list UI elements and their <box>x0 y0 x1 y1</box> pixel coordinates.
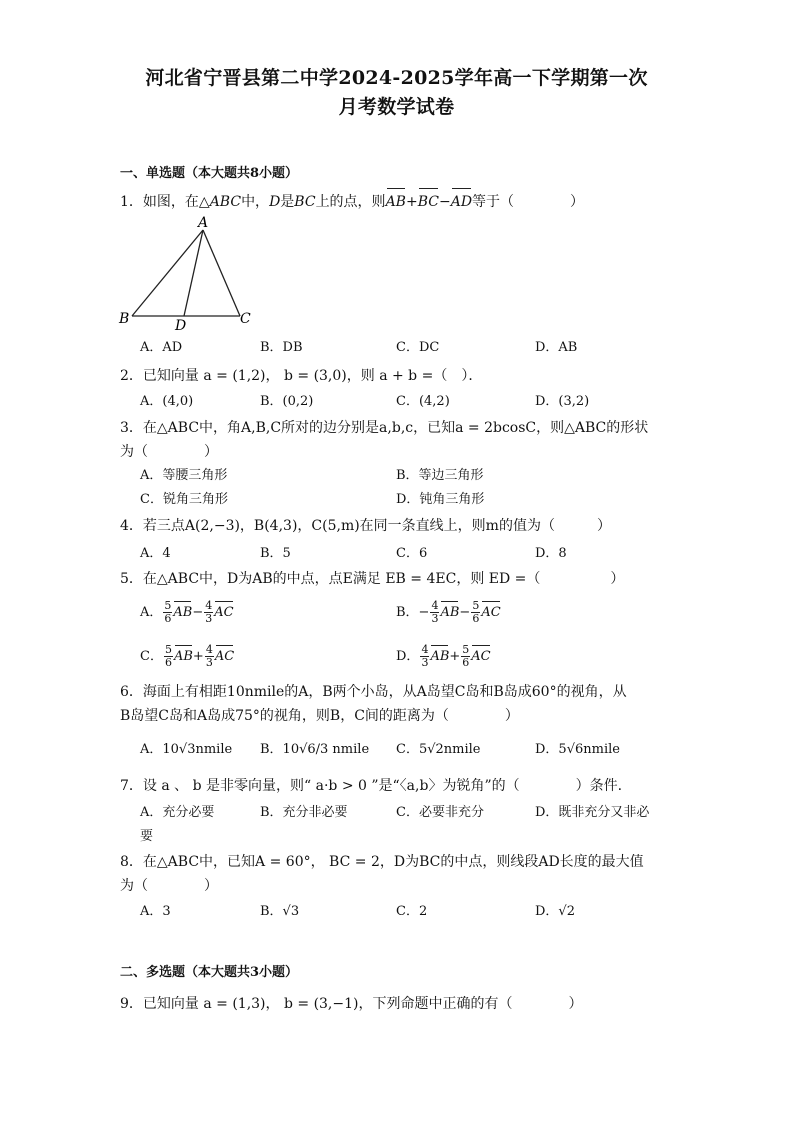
q1-text: 上的点，则 <box>315 194 386 210</box>
q6-option-d[interactable]: D．5√6nmile <box>535 742 620 757</box>
label-c: C <box>240 311 251 327</box>
q2-option-b[interactable]: B．(0,2) <box>260 394 314 409</box>
label-b: B <box>119 311 130 327</box>
q1-point-d: D <box>269 194 281 210</box>
question-2: 2．已知向量 a = (1,2)， b = (3,0)，则 a + b =（ ）． <box>120 368 483 384</box>
q1-segment: BC <box>294 194 316 210</box>
title-line-2: 月考数学试卷 <box>338 96 455 118</box>
q6-option-b[interactable]: B．10√6/3 nmile <box>260 742 370 757</box>
q4-option-a[interactable]: A．4 <box>140 546 171 561</box>
q7-option-a[interactable]: A．充分必要 <box>140 805 215 820</box>
q1-text: 如图，在 <box>142 194 199 210</box>
q5-option-d[interactable]: D． $\frac{4}{3}$ AB+ $\frac{5}{6}$ AC <box>396 643 491 669</box>
q7-option-d-wrap: 要 <box>140 829 154 844</box>
q1-text: 是 <box>280 194 295 210</box>
side-ac <box>203 230 240 316</box>
triangle-figure <box>114 214 264 334</box>
question-9: 9．已知向量 a = (1,3)， b = (3,−1)，下列命题中正确的有（ ） <box>120 996 583 1012</box>
q6-option-a[interactable]: A．10√3nmile <box>140 742 233 757</box>
label-d: D <box>175 318 187 334</box>
question-4: 4．若三点A(2,−3)，B(4,3)，C(5,m)在同一条直线上，则m的值为（ ） <box>120 518 611 534</box>
q7-option-d[interactable]: D．既非充分又非必 <box>535 805 650 820</box>
document-title <box>100 64 693 122</box>
q6-option-c[interactable]: C．5√2nmile <box>396 742 481 757</box>
q4-option-d[interactable]: D．8 <box>535 546 567 561</box>
q5-option-c[interactable]: C． $\frac{5}{6}$ AB+ $\frac{4}{3}$ AC <box>140 643 235 669</box>
q1-triangle: △ABC <box>198 194 242 210</box>
q2-option-d[interactable]: D．(3,2) <box>535 394 590 409</box>
question-3-line-1: 3．在△ABC中，角A,B,C所对的边分别是a,b,c，已知a = 2bcosC，则△ABC的形状 <box>120 420 649 436</box>
q3-option-a[interactable]: A．等腰三角形 <box>140 468 228 483</box>
q8-option-d[interactable]: D．√2 <box>535 904 575 919</box>
q1-text: 中， <box>241 194 270 210</box>
q1-option-a[interactable]: A．AD <box>140 340 183 355</box>
q1-option-d[interactable]: D．AB <box>535 340 578 355</box>
q4-option-c[interactable]: C．6 <box>396 546 428 561</box>
label-a: A <box>198 215 209 231</box>
q8-option-a[interactable]: A．3 <box>140 904 171 919</box>
q5-option-a[interactable]: A． $\frac{5}{6}$ AB− $\frac{4}{3}$ AC <box>140 599 234 625</box>
question-5: 5．在△ABC中，D为AB的中点，点E满足 EB = 4EC，则 ED =（ ） <box>120 571 625 587</box>
question-7: 7．设 a 、 b 是非零向量，则“ a·b > 0 ”是“〈a,b〉为锐角”的（ ）条件. <box>120 778 623 794</box>
question-1: 1．如图，在△ABC中，D是BC上的点，则AB+BC−AD等于（ ） <box>120 190 584 214</box>
q4-option-b[interactable]: B．5 <box>260 546 291 561</box>
q5-option-b[interactable]: B．− $\frac{4}{3}$ AB− $\frac{5}{6}$ AC <box>396 599 501 625</box>
question-3-line-2: 为（ ） <box>120 444 218 460</box>
vector-ab: AB <box>386 190 406 214</box>
q3-option-d[interactable]: D．钝角三角形 <box>396 492 485 507</box>
q8-option-b[interactable]: B．√3 <box>260 904 300 919</box>
q3-option-c[interactable]: C．锐角三角形 <box>140 492 228 507</box>
title-line-1: 河北省宁晋县第二中学2024-2025学年高一下学期第一次 <box>145 67 648 89</box>
segment-ad <box>184 230 203 316</box>
question-6-line-2: B岛望C岛和A岛成75°的视角，则B，C间的距离为（ ） <box>120 708 519 724</box>
question-6-line-1: 6．海面上有相距10nmile的A，B两个小岛，从A岛望C岛和B岛成60°的视角，从 <box>120 684 627 700</box>
question-8-line-1: 8．在△ABC中，已知A = 60°， BC = 2，D为BC的中点，则线段AD长度的最大值 <box>120 854 644 870</box>
q1-text: 等于（ ） <box>472 194 585 210</box>
q1-option-c[interactable]: C．DC <box>396 340 440 355</box>
vector-ad: AD <box>451 190 472 214</box>
q7-option-b[interactable]: B．充分非必要 <box>260 805 348 820</box>
section-heading-single-choice: 一、单选题（本大题共8小题） <box>120 166 299 181</box>
side-ab <box>132 230 203 316</box>
q3-option-b[interactable]: B．等边三角形 <box>396 468 484 483</box>
q7-option-c[interactable]: C．必要非充分 <box>396 805 484 820</box>
q2-option-c[interactable]: C．(4,2) <box>396 394 450 409</box>
q8-option-c[interactable]: C．2 <box>396 904 428 919</box>
section-heading-multiple-choice: 二、多选题（本大题共3小题） <box>120 965 299 980</box>
question-number: 1． <box>120 194 143 210</box>
vector-bc: BC <box>418 190 439 214</box>
q2-option-a[interactable]: A．(4,0) <box>140 394 194 409</box>
question-8-line-2: 为（ ） <box>120 878 218 894</box>
q1-option-b[interactable]: B．DB <box>260 340 303 355</box>
